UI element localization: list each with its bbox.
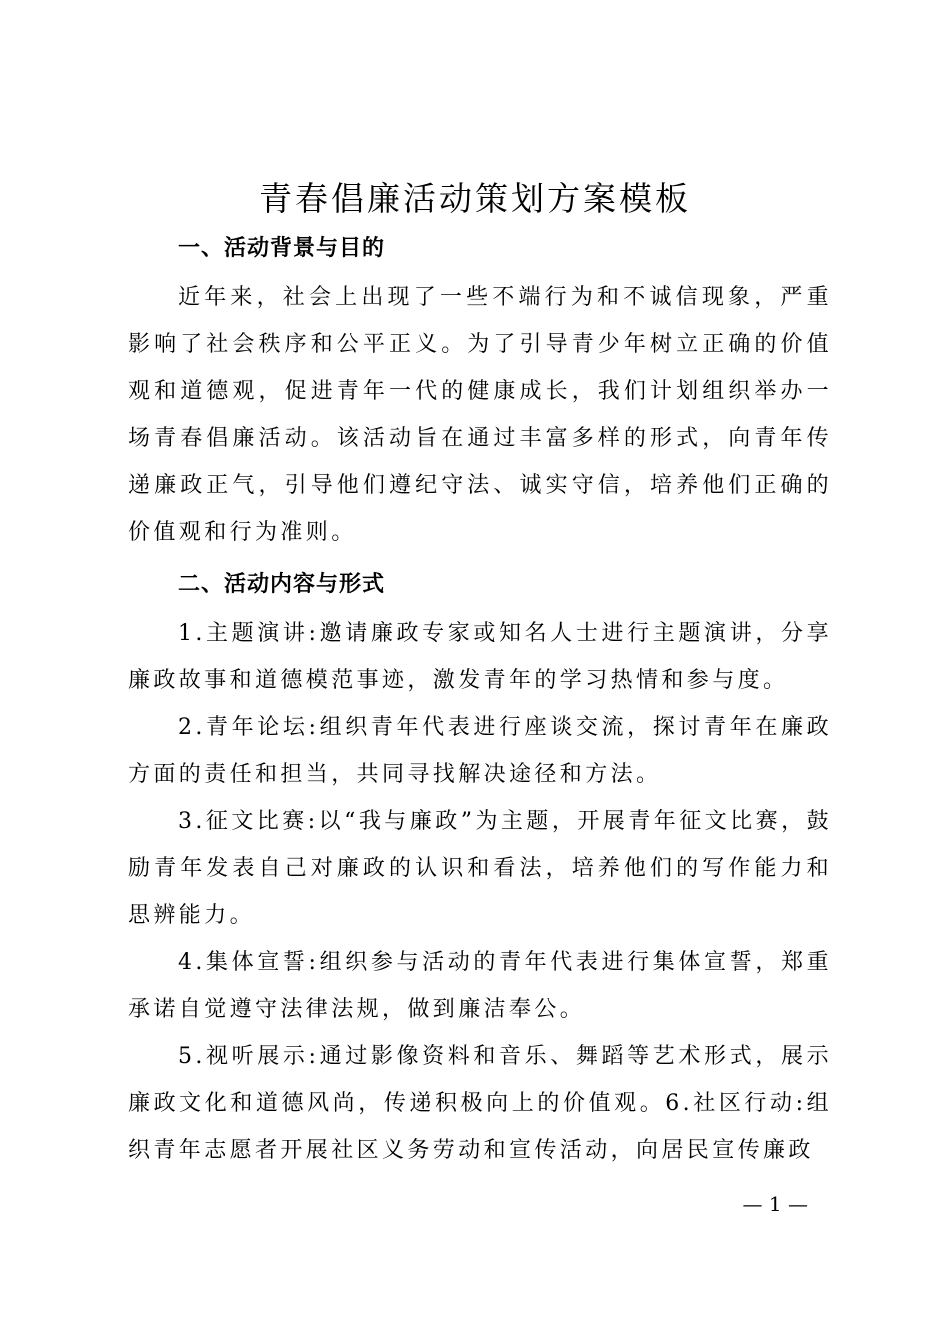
paragraph: 2.青年论坛:组织青年代表进行座谈交流，探讨青年在廉政方面的责任和担当，共同寻找解决途径和方法。 bbox=[128, 715, 832, 787]
paragraph: 3.征文比赛:以“我与廉政”为主题，开展青年征文比赛，鼓励青年发表自己对廉政的认识和看法，培养他们的写作能力和思辨能力。 bbox=[128, 809, 832, 928]
section-content-forms bbox=[128, 560, 832, 1174]
paragraph: 近年来，社会上出现了一些不端行为和不诚信现象，严重影响了社会秩序和公平正义。为了引导青少年树立正确的价值观和道德观，促进青年一代的健康成长，我们计划组织举办一场青春倡廉活动。该活动旨在通过丰富多样的形式，向青年传递廉政正气，引导他们遵纪守法、诚实守信，培养他们正确的价值观和行为准则。 bbox=[128, 285, 832, 545]
paragraph: 1.主题演讲:邀请廉政专家或知名人士进行主题演讲，分享廉政故事和道德模范事迹，激发青年的学习热情和参与度。 bbox=[128, 621, 832, 693]
document-body bbox=[128, 224, 832, 1174]
paragraph: 5.视听展示:通过影像资料和音乐、舞蹈等艺术形式，展示廉政文化和道德风尚，传递积极向上的价值观。6.社区行动:组织青年志愿者开展社区义务劳动和宣传活动，向居民宣传廉政 bbox=[128, 1044, 832, 1163]
section-heading: 一、活动背景与目的 bbox=[178, 236, 386, 261]
paragraph: 4.集体宣誓:组织参与活动的青年代表进行集体宣誓，郑重承诺自觉遵守法律法规，做到廉洁奉公。 bbox=[128, 950, 832, 1022]
page-number: — 1 — bbox=[742, 1192, 808, 1216]
section-heading: 二、活动内容与形式 bbox=[178, 572, 386, 597]
document-title: 青春倡廉活动策划方案模板 bbox=[259, 179, 691, 218]
section-background bbox=[128, 224, 832, 556]
